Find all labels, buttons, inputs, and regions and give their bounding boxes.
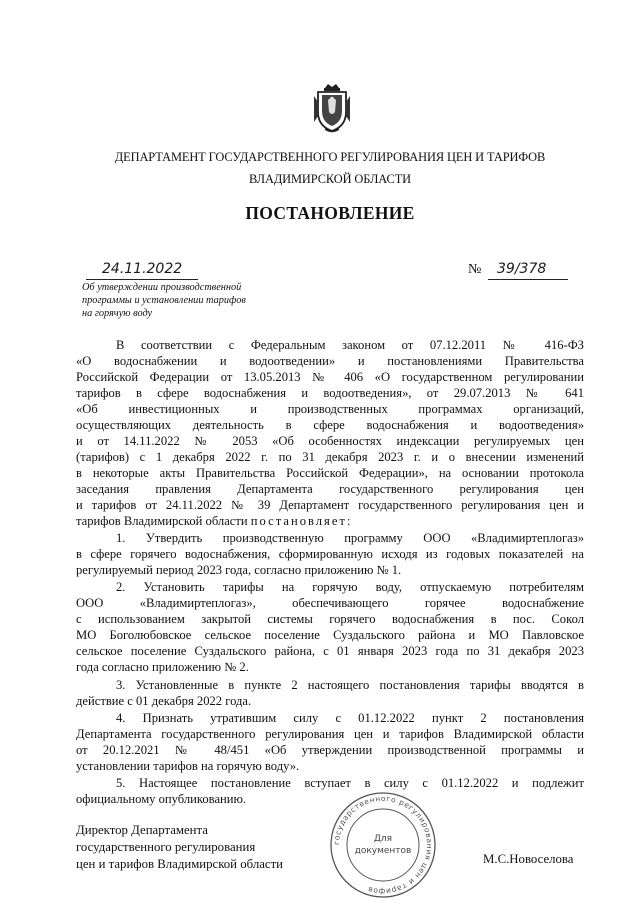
item2-line: ООО «Владимиртеплогаз», обеспечивающего горячее водоснабжение [76,596,584,610]
document-date: 24.11.2022 [102,261,183,277]
preamble-line: В соответствии с Федеральным законом от 07.12.2011 № 416-ФЗ [116,338,584,352]
item5-line: официальному опубликованию. [76,792,247,806]
stamp-center-line2: документов [354,846,412,856]
preamble-last-line [76,513,584,529]
resolves-word: постановляет: [250,514,353,528]
stamp-center-line1: Для [373,834,393,844]
item2-line: 2. Установить тарифы на горячую воду, отпускаемую потребителям [116,580,584,594]
date-underline [86,279,198,280]
item4-line: установлении тарифов на горячую воду». [76,759,300,773]
signer-position-line: цен и тарифов Владимирской области [76,857,284,871]
number-underline [488,279,568,280]
preamble-line: Российской Федерации от 13.05.2013 № 406 «О государственном регулировании [76,370,584,384]
item3-line: действие с 01 декабря 2022 года. [76,694,252,708]
department-name-line2: ВЛАДИМИРСКОЙ ОБЛАСТИ [248,172,412,186]
item1-line: 1. Утвердить производственную программу ООО «Владимиртеплогаз» [116,531,584,545]
preamble-line: в некоторые акты Правительства Российской Федерации», на основании протокола [76,466,584,480]
department-name-line1: ДЕПАРТАМЕНТ ГОСУДАРСТВЕННОГО РЕГУЛИРОВАНИЯ ЦЕН И ТАРИФОВ [114,150,546,164]
preamble-line: и от 14.11.2022 № 2053 «Об особенностях индексации регулируемых цен [76,434,584,448]
signer-position-line: государственного регулирования [76,840,256,854]
signer-position-line: Директор Департамента [76,823,208,837]
item2-line: МО Боголюбовское сельское поселение Суздальского района и МО Павловское [76,628,584,642]
document-number: 39/378 [497,261,547,277]
item2-line: года согласно приложению № 2. [76,660,249,674]
signer-name: М.С.Новоселова [483,852,574,866]
stamp-ring-text: государственного регулирования цен и тарифов [331,793,435,897]
preamble-tail: тарифов Владимирской области [76,514,251,528]
document-title: ПОСТАНОВЛЕНИЕ [245,203,415,223]
official-stamp [322,790,444,900]
preamble-line: тарифов в сфере водоснабжения и водоотведения», от 29.07.2013 № 641 [76,386,584,400]
item4-line: Департамента государственного регулирования цен и тарифов Владимирской области [76,727,584,741]
item4-line: 4. Признать утратившим силу с 01.12.2022 пункт 2 постановления [116,711,584,725]
preamble-line: «О водоснабжении и водоотведении» и постановлениями Правительства [76,354,584,368]
subject-line: Об утверждении производственной [82,282,242,293]
item5-line: 5. Настоящее постановление вступает в силу с 01.12.2022 и подлежит [116,776,584,790]
item1-line: в сфере горячего водоснабжения, сформированную исходя из годовых показателей на [76,547,584,561]
coat-of-arms-icon [313,82,351,134]
item1-line: регулируемый период 2023 года, согласно приложению № 1. [76,563,402,577]
preamble-line: и тарифов от 24.11.2022 № 39 Департамент государственного регулирования цен и [76,498,584,512]
preamble-line: «Об инвестиционных и производственных программах организаций, [76,402,584,416]
item3-line: 3. Установленные в пункте 2 настоящего постановления тарифы вводятся в [116,678,584,692]
item2-line: с использованием закрытой системы горячего водоснабжения в пос. Сокол [76,612,584,626]
item2-line: сельское поселение Суздальского района, с 01 января 2023 года по 31 декабря 2023 [76,644,584,658]
document-subject [82,281,302,320]
subject-line: на горячую воду [82,308,153,319]
preamble-line: осуществляющих деятельность в сфере водоснабжения и водоотведения» [76,418,584,432]
subject-line: программы и установлении тарифов [82,295,246,306]
preamble-line: заседания правления Департамента государственного регулирования цен [76,482,584,496]
number-label: № [468,262,482,277]
item4-line: от 20.12.2021 № 48/451 «Об утверждении производственной программы и [76,743,584,757]
preamble-line: (тарифов) с 1 декабря 2022 г. по 31 декабря 2023 г. и о внесении изменений [76,450,584,464]
